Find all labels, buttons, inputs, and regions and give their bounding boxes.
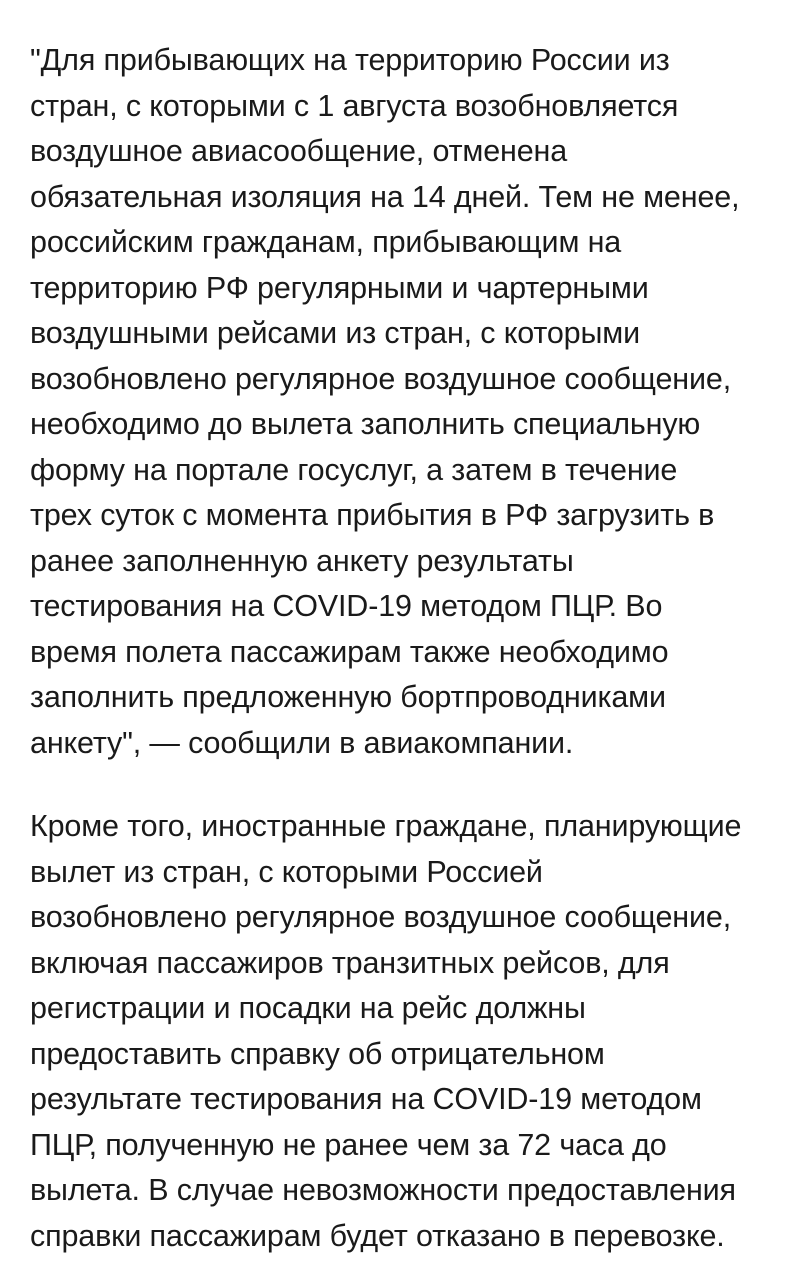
text-line: включая пассажиров транзитных рейсов, для	[30, 945, 670, 980]
text-line: ПЦР, полученную не ранее чем за 72 часа до	[30, 1127, 667, 1162]
text-line: тестирования на COVID-19 методом ПЦР. Во	[30, 589, 663, 623]
text-line: необходимо до вылета заполнить специальную	[30, 407, 701, 441]
text-line: российским гражданам, прибывающим на	[30, 225, 622, 259]
text-line: форму на портале госуслуг, а затем в течение	[30, 452, 678, 487]
text-line: время полета пассажирам также необходимо	[30, 634, 669, 669]
text-line: трех суток с момента прибытия в РФ загрузить в	[30, 498, 715, 532]
text-line: стран, с которыми с 1 августа возобновляется	[30, 88, 679, 123]
text-line: анкету", — сообщили в авиакомпании.	[30, 725, 574, 760]
text-line: заполнить предложенную бортпроводниками	[30, 680, 666, 714]
text-line: вылета. В случае невозможности предоставления	[30, 1173, 736, 1207]
text-line: возобновлено регулярное воздушное сообщение,	[30, 361, 732, 396]
text-line: предоставить справку об отрицательном	[30, 1036, 605, 1071]
text-line: территорию РФ регулярными и чартерными	[30, 270, 649, 305]
text-line: воздушное авиасообщение, отменена	[30, 134, 568, 168]
text-line: вылет из стран, с которыми Россией	[30, 854, 543, 889]
text-line: справки пассажирам будет отказано в перевозке.	[30, 1218, 725, 1253]
text-line: воздушными рейсами из стран, с которыми	[30, 316, 640, 350]
paragraph-foreign-citizens	[30, 804, 772, 1259]
text-line: результате тестирования на COVID-19 методом	[30, 1082, 702, 1116]
text-line: регистрации и посадки на рейс должны	[30, 991, 586, 1025]
text-line: "Для прибывающих на территорию России из	[30, 43, 670, 77]
text-line: Кроме того, иностранные граждане, планирующие	[30, 809, 742, 843]
text-line: ранее заполненную анкету результаты	[30, 543, 574, 578]
paragraph-quote	[30, 38, 772, 766]
text-line: возобновлено регулярное воздушное сообщение,	[30, 900, 732, 934]
text-line: обязательная изоляция на 14 дней. Тем не менее,	[30, 179, 740, 214]
